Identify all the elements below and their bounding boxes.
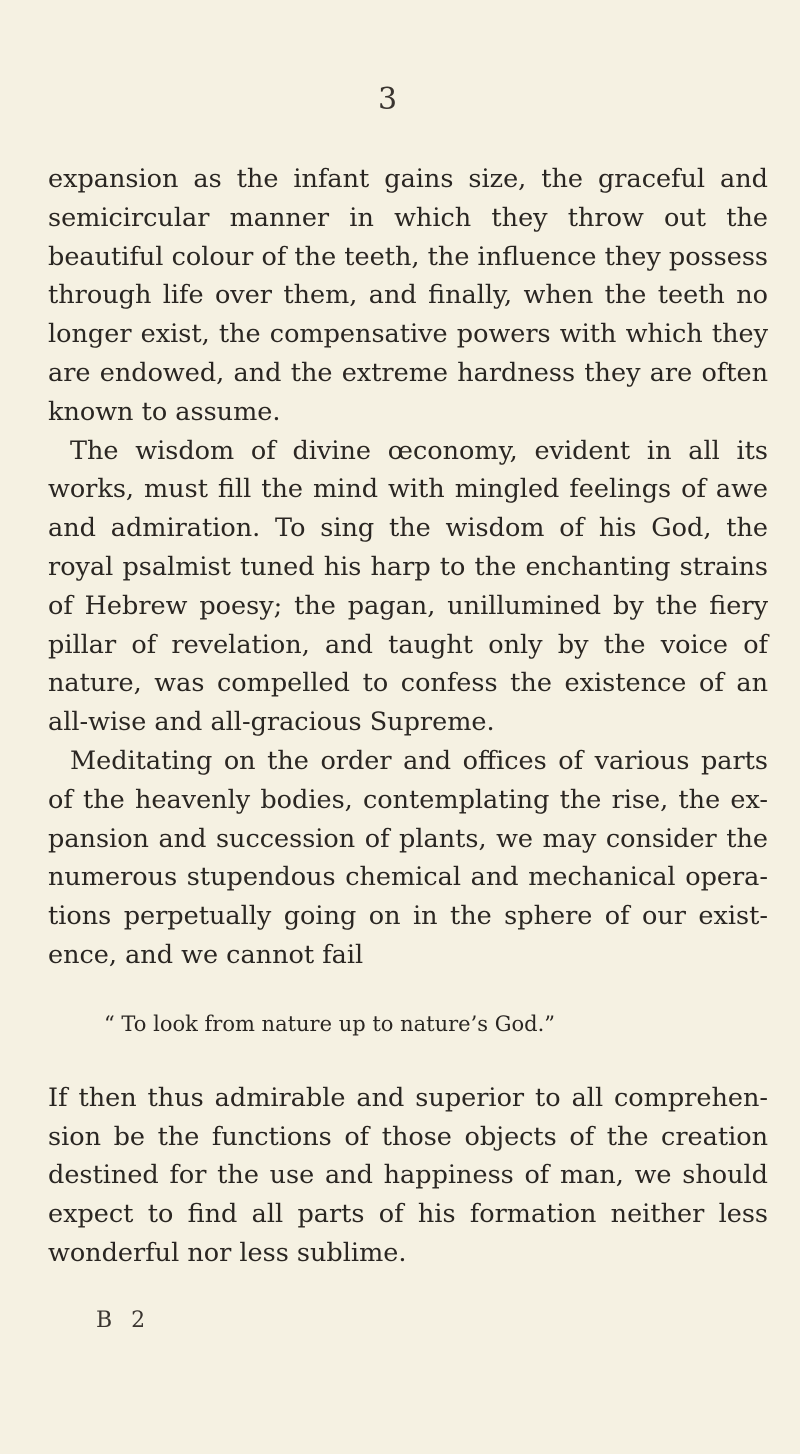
closing-paragraph (48, 1079, 768, 1273)
text-line: of Hebrew poesy; the pagan, unillumined by the fiery (48, 590, 768, 621)
text-line: expect to find all parts of his formation neither less (48, 1199, 768, 1230)
text-line: and admiration. To sing the wisdom of his God, the (48, 513, 768, 544)
paragraph-2 (48, 432, 768, 742)
block-quote: “ To look from nature up to nature’s God.” (104, 1011, 555, 1036)
text-line: beautiful colour of the teeth, the influence they possess (48, 241, 768, 272)
text-line: royal psalmist tuned his harp to the enchanting strains (48, 551, 768, 582)
text-line: expansion as the infant gains size, the graceful and (48, 164, 768, 194)
body-text (48, 160, 768, 1273)
text-line: through life over them, and finally, when the teeth no (48, 280, 768, 311)
text-line: nature, was compelled to confess the existence of an (48, 668, 768, 699)
text-line: are endowed, and the extreme hardness they are often (48, 357, 768, 388)
page-number: 3 (378, 82, 398, 117)
text-line: sion be the functions of those objects of the creation (48, 1121, 768, 1152)
text-line: of the heavenly bodies, contemplating the rise, the ex- (48, 784, 768, 815)
text-line: works, must fill the mind with mingled feelings of awe (48, 474, 768, 505)
text-line: all-wise and all-gracious Supreme. (48, 707, 495, 738)
text-line: semicircular manner in which they throw out the (48, 202, 768, 233)
text-line: wonderful nor less sublime. (48, 1237, 407, 1268)
text-line: numerous stupendous chemical and mechanical opera- (48, 862, 768, 893)
text-line: The wisdom of divine œconomy, evident in all its (70, 435, 768, 466)
text-line: pansion and succession of plants, we may consider the (48, 823, 768, 854)
text-line: Meditating on the order and offices of various parts (70, 745, 768, 776)
text-line: pillar of revelation, and taught only by the voice of (48, 629, 768, 660)
paragraph-1 (48, 160, 768, 432)
text-line: longer exist, the compensative powers with which they (48, 319, 768, 350)
text-line: known to assume. (48, 396, 281, 427)
text-line: If then thus admirable and superior to all comprehen- (48, 1082, 768, 1113)
text-line: tions perpetually going on in the sphere of our exist- (48, 901, 768, 932)
paragraph-3 (48, 742, 768, 975)
signature-mark: B 2 (96, 1308, 152, 1333)
text-line: destined for the use and happiness of man, we should (48, 1160, 768, 1191)
text-line: ence, and we cannot fail (48, 939, 364, 970)
